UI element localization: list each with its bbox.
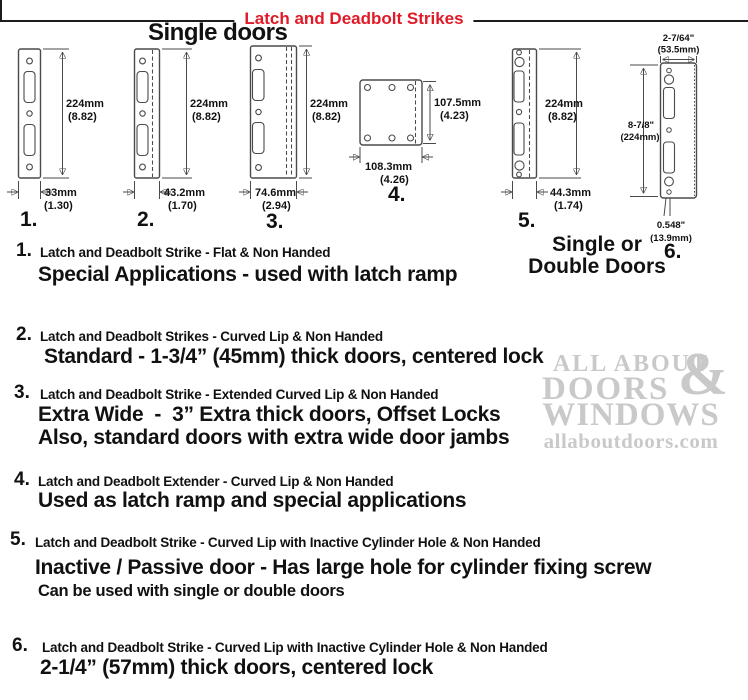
item-3-number: 3. [14, 382, 30, 403]
watermark [538, 341, 728, 453]
dim-width-4: 108.3mm [365, 161, 413, 173]
dim-width-mm-6: (53.5mm) [657, 44, 700, 56]
item-2-heading: Latch and Deadbolt Strikes - Curved Lip & Non Handed [40, 329, 383, 344]
dim-height-in-2: (8.82) [192, 111, 221, 123]
dim-height-3: 224mm [310, 98, 348, 110]
diagram-number-4: 4. [388, 183, 406, 206]
strike-plate-1-drawing [7, 49, 104, 231]
item-4-number: 4. [14, 469, 30, 490]
dim-height-mm-6: (224mm) [620, 132, 660, 143]
dim-width-6: 2-7/64" [662, 33, 695, 44]
diagram-number-3: 3. [266, 210, 284, 233]
dim-width-in-1: (1.30) [44, 200, 73, 212]
dim-width-in-2: (1.70) [168, 200, 197, 212]
strike-plate-2-drawing [123, 49, 228, 231]
item-5-heading: Latch and Deadbolt Strike - Curved Lip with Inactive Cylinder Hole & Non Handed [35, 535, 541, 550]
dim-width-3: 74.6mm [255, 187, 296, 199]
strike-plate-diagrams [0, 0, 748, 245]
diagram-number-2: 2. [137, 208, 155, 231]
dim-height-in-1: (8.82) [68, 111, 97, 123]
item-5-description-2: Can be used with single or double doors [38, 582, 345, 600]
strike-plate-4-drawing [349, 80, 481, 206]
caption-line2: Double Doors [528, 255, 666, 278]
caption-line1: Single or [552, 233, 642, 256]
dim-height-6: 8-7/8" [627, 120, 655, 131]
item-5-number: 5. [10, 529, 26, 550]
watermark-line3: WINDOWS [542, 397, 720, 433]
dim-lip-6: 0.548" [656, 220, 686, 231]
dim-height-4: 107.5mm [434, 97, 482, 109]
dim-width-1: 33mm [45, 187, 77, 199]
strike-plate-5-drawing [501, 49, 591, 232]
watermark-ampersand: & [678, 341, 728, 407]
watermark-url: allaboutdoors.com [543, 429, 719, 453]
dim-height-in-4: (4.23) [440, 110, 469, 122]
item-5-description: Inactive / Passive door - Has large hole for cylinder fixing screw [35, 556, 652, 579]
diagram-number-6: 6. [664, 240, 682, 263]
item-6-description: 2-1/4” (57mm) thick doors, centered lock [40, 656, 433, 679]
dim-lip-mm-6: (13.9mm) [650, 233, 692, 244]
item-1-heading: Latch and Deadbolt Strike - Flat & Non Handed [40, 245, 331, 260]
dim-height-in-3: (8.82) [312, 111, 341, 123]
dim-width-2: 43.2mm [164, 187, 205, 199]
watermark-line2: DOORS [542, 371, 670, 407]
diagram-number-5: 5. [518, 209, 536, 232]
dim-width-in-5: (1.74) [554, 200, 583, 212]
strike-plate-6-drawing [620, 33, 699, 244]
item-4-description: Used as latch ramp and special applications [38, 489, 467, 512]
dim-width-in-4: (4.26) [380, 174, 409, 186]
page-title: Latch and Deadbolt Strikes [234, 9, 473, 29]
item-3-description: Extra Wide - 3” Extra thick doors, Offset Locks [38, 403, 501, 426]
dim-height-1: 224mm [66, 98, 104, 110]
dim-height-2: 224mm [190, 98, 228, 110]
diagram-number-1: 1. [20, 208, 38, 231]
item-2-number: 2. [16, 324, 32, 345]
single-or-double-doors-caption [522, 234, 672, 278]
item-1-number: 1. [16, 240, 32, 261]
dim-width-5: 44.3mm [550, 187, 591, 199]
item-4-heading: Latch and Deadbolt Extender - Curved Lip & Non Handed [38, 474, 394, 489]
dim-height-in-5: (8.82) [548, 111, 577, 123]
watermark-line1: ALL ABOUT [552, 351, 710, 377]
item-3-description-2: Also, standard doors with extra wide door jambs [38, 426, 510, 449]
dim-height-5: 224mm [545, 98, 583, 110]
single-doors-heading: Single doors [148, 19, 288, 46]
item-2-description: Standard - 1-3/4” (45mm) thick doors, centered lock [44, 345, 544, 368]
item-3-heading: Latch and Deadbolt Strike - Extended Curved Lip & Non Handed [40, 387, 439, 402]
item-6-heading: Latch and Deadbolt Strike - Curved Lip with Inactive Cylinder Hole & Non Handed [42, 640, 548, 655]
item-1-description: Special Applications - used with latch ramp [38, 263, 458, 286]
dim-width-in-3: (2.94) [262, 200, 291, 212]
item-6-number: 6. [12, 635, 28, 656]
strike-plate-3-drawing [239, 46, 348, 233]
